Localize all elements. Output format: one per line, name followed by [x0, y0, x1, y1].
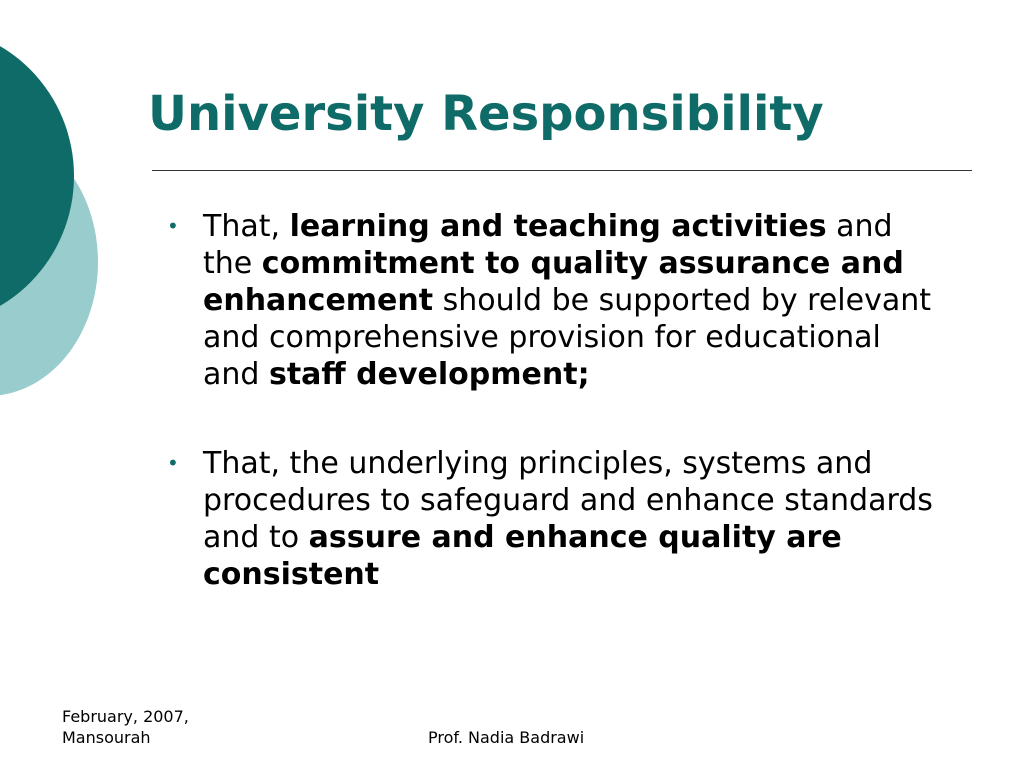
bullet-segment: should be supported by relevant and comprehensive provision for educational and [203, 283, 931, 392]
footer-author: Prof. Nadia Badrawi [428, 728, 585, 747]
slide-title: University Responsibility [148, 86, 824, 142]
title-divider [152, 170, 972, 171]
bullet-bold-segment: staff development; [268, 357, 590, 392]
footer-location: Mansourah [62, 728, 151, 747]
bullet-bold-segment: commitment to quality assurance and enhancement [203, 246, 904, 318]
bullet-text [203, 209, 931, 392]
bullet-item [160, 208, 940, 393]
bullet-bold-segment: assure and enhance quality are consistent [203, 520, 842, 592]
bullet-list [160, 208, 940, 593]
bullet-dot-icon: • [167, 451, 179, 475]
bullet-item [160, 445, 940, 593]
bullet-text [203, 446, 933, 592]
footer-date-location [62, 706, 189, 748]
bullet-bold-segment: learning and teaching activities [289, 209, 827, 244]
bullet-dot-icon: • [167, 214, 179, 238]
bullet-segment: That, [203, 209, 290, 244]
footer-date: February, 2007, [62, 707, 189, 726]
bullet-segment: That, the underlying principles, systems and procedures to safeguard and enhance standards and to [203, 446, 933, 555]
bullet-segment: and the [203, 209, 893, 281]
